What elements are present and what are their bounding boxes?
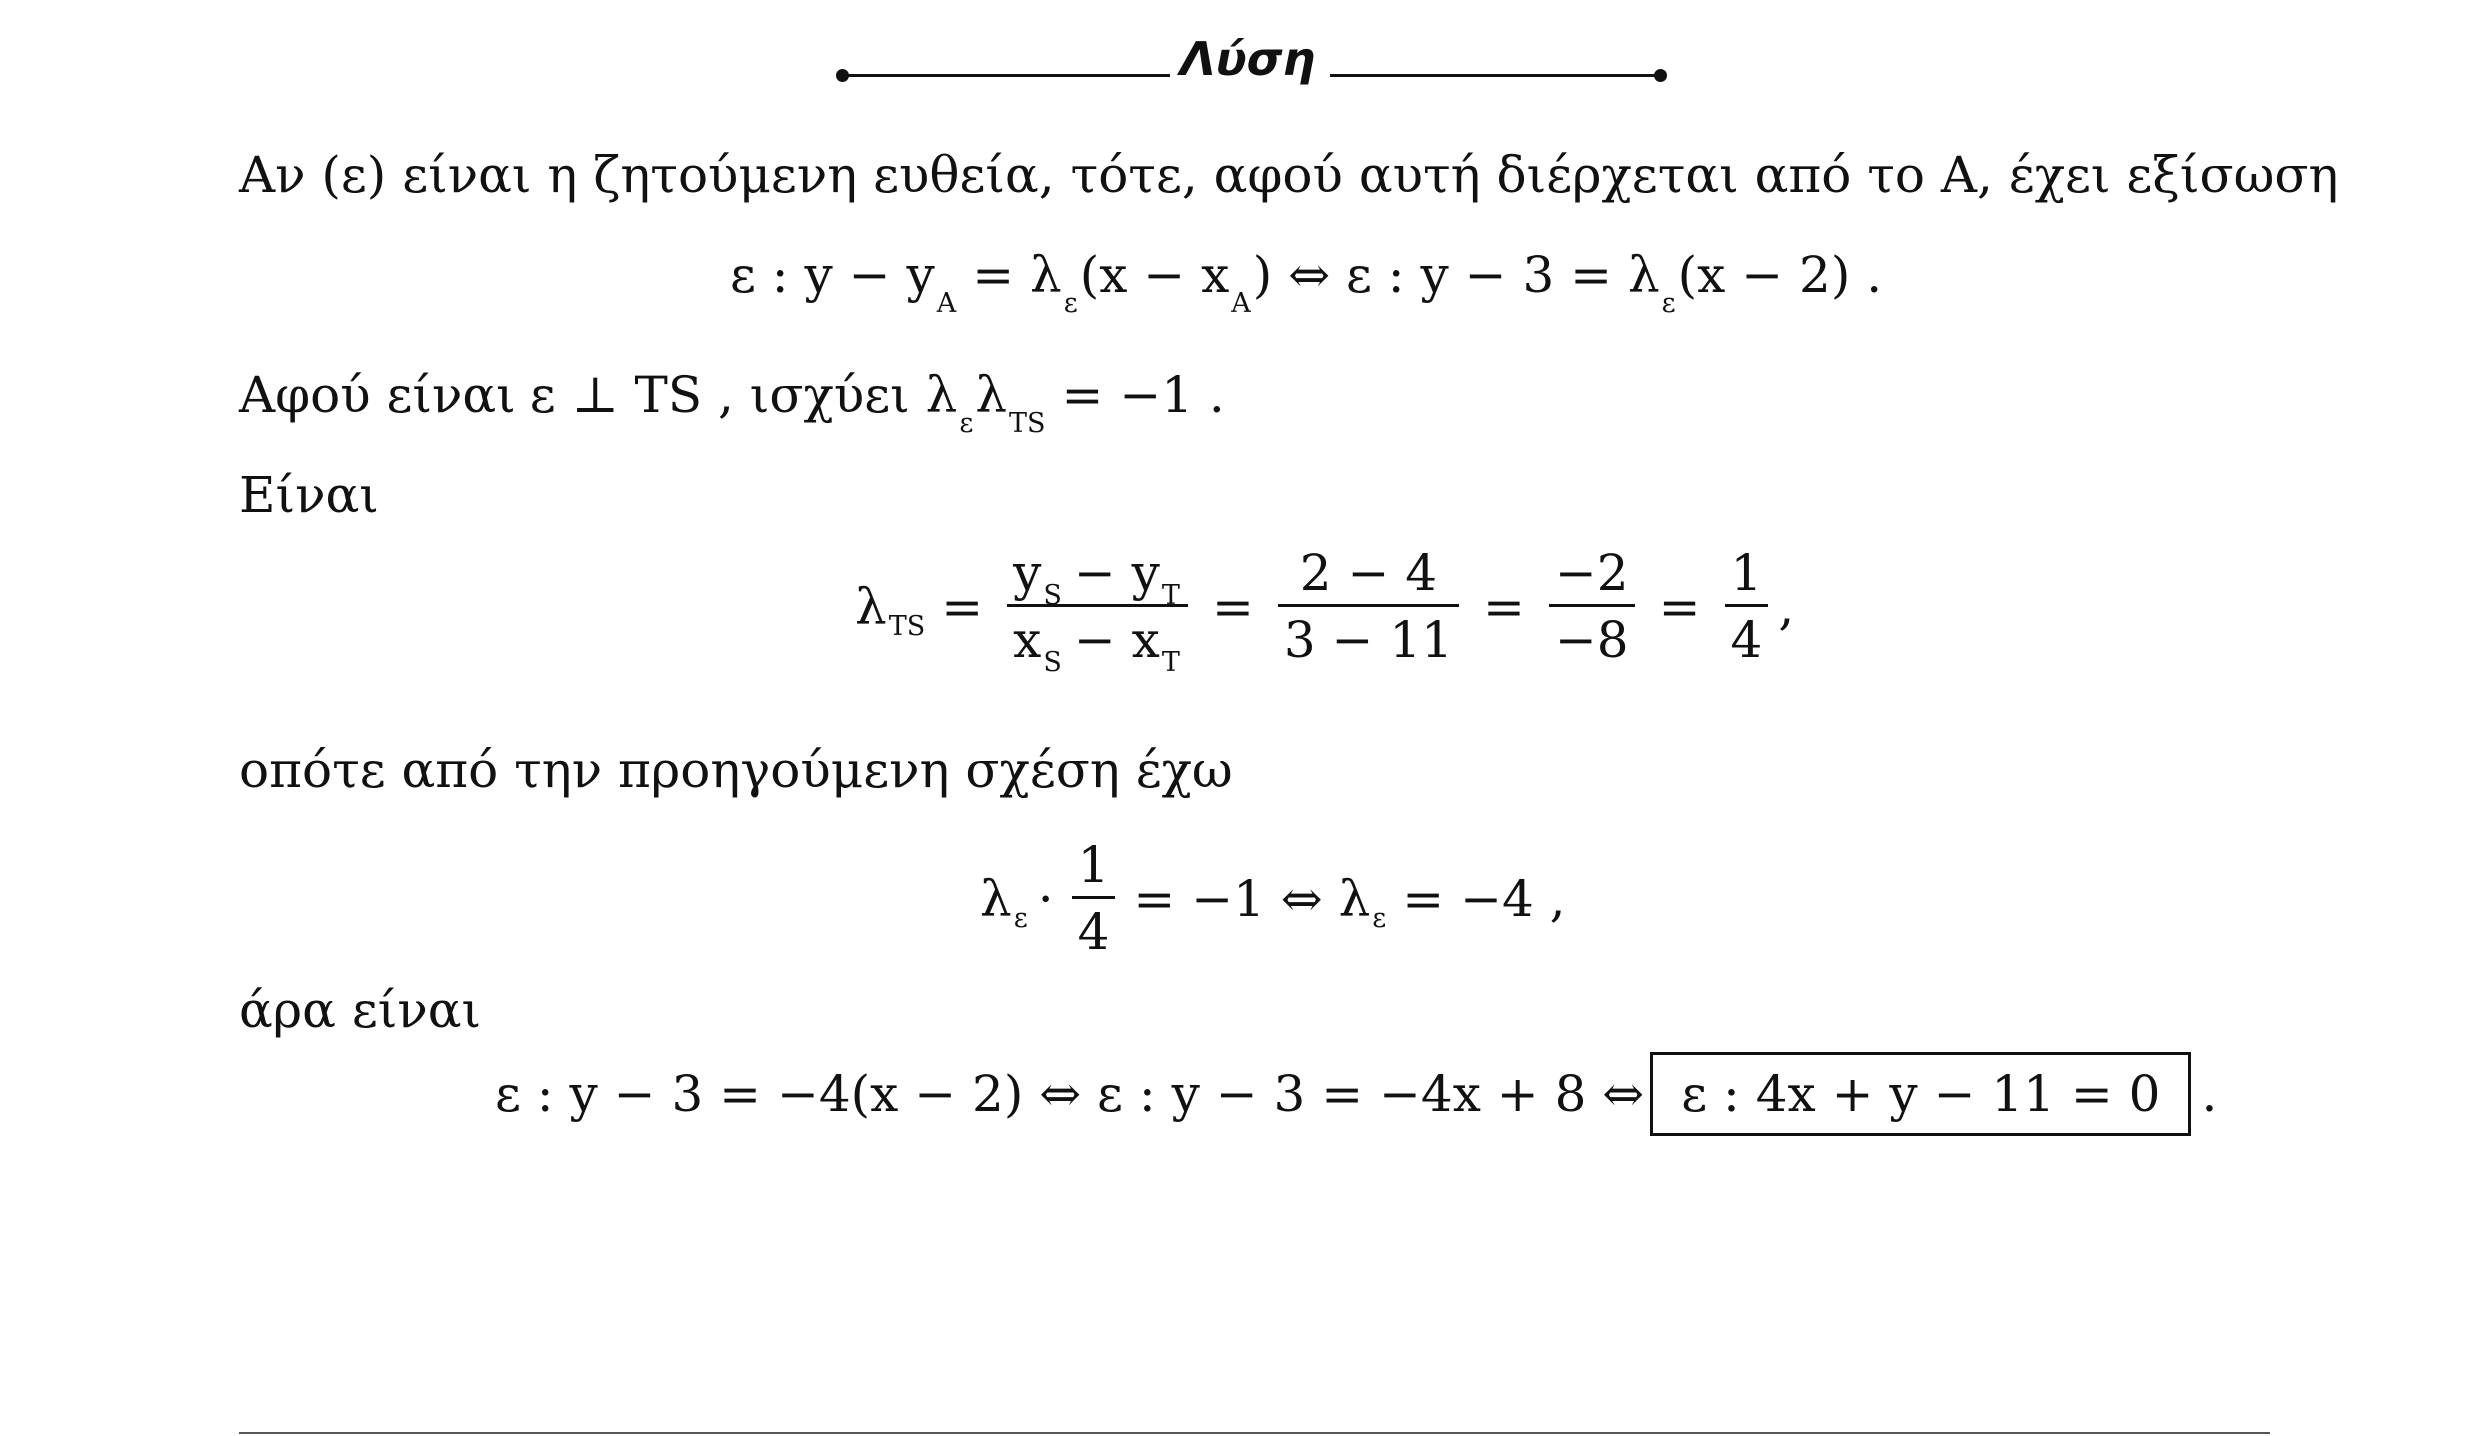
slope-fraction-coords-bar [1007, 604, 1188, 607]
eq1-close: ) ⇔ ε : y − 3 = λ [1252, 246, 1660, 304]
final-eq: ε : y − 3 = −4(x − 2) ⇔ ε : y − 3 = −4x + 8 ⇔ [495, 1065, 1645, 1123]
perp-cond: ε ⊥ TS , ισχύει λ [529, 366, 958, 424]
opote-paragraph: οπότε από την προηγούμενη σχέση έχω [239, 741, 1233, 799]
line-equation-through-a [730, 246, 1883, 319]
eq1-lhs: ε : y − y [730, 246, 935, 304]
slope-ts-computation [855, 544, 1795, 678]
slope-fraction-coords-den: x S − x T [1013, 611, 1180, 678]
perp-text: Αφού είναι [239, 366, 516, 424]
eq3-lam: λ [980, 869, 1012, 928]
eq1-sub-a2: A [1231, 288, 1251, 319]
slope-fraction-values: $\frac{2 - 4}{3 - 11}$ [1278, 548, 1459, 665]
eq1-sub-e: ε [1063, 288, 1078, 319]
perpendicular-condition [239, 366, 1225, 439]
eq1-mid: (x − x [1079, 246, 1230, 304]
footer-rule [239, 1432, 2270, 1434]
perp-lam: λ [975, 366, 1008, 424]
slope-fraction-diff: $\frac{-2}{-8}$ [1549, 548, 1635, 665]
eq3-sub-e2: ε [1372, 903, 1387, 934]
final-answer-box [1650, 1052, 2191, 1136]
eq1-eq: = λ [972, 246, 1062, 304]
perp-sub-e: ε [959, 408, 974, 439]
eq1-sub-e2: ε [1661, 288, 1676, 319]
final-answer: ε : 4x + y − 11 = 0 [1681, 1065, 2161, 1123]
final-end: . [2201, 1065, 2218, 1123]
heading-title: Λύση [1180, 32, 1316, 86]
eq3-sub-e: ε [1013, 903, 1028, 934]
heading-right-rule [1330, 74, 1660, 77]
slope-fraction-coords [1007, 544, 1188, 678]
slope-end: , [1778, 577, 1795, 636]
slope-lam: λ [855, 577, 887, 636]
slope-fraction-result: $\frac{1}{4}$ [1725, 548, 1769, 665]
heading-right-dot [1654, 69, 1667, 82]
perp-sub-ts: TS [1009, 408, 1046, 439]
slope-fraction-coords-num: y S − y T [1013, 544, 1180, 611]
eq3-end: = −4 , [1402, 869, 1566, 928]
slope-sub-ts: TS [888, 611, 926, 642]
slope-eq-4: = [1658, 577, 1701, 636]
slope-epsilon-equation [980, 836, 1566, 961]
einai-label: Είναι [239, 466, 379, 524]
slope-eq-1: = [941, 577, 984, 636]
ara-label: άρα είναι [239, 981, 482, 1039]
eq3-mid: = −1 ⇔ λ [1133, 869, 1371, 928]
final-equation [495, 1052, 2217, 1136]
eq3-fraction: $\frac{1}{4}$ [1072, 840, 1116, 957]
heading-left-rule [842, 74, 1170, 77]
eq1-sub-a: A [936, 288, 957, 319]
perp-end: = −1 . [1061, 366, 1225, 424]
slope-eq-3: = [1482, 577, 1525, 636]
intro-paragraph: Αν (ε) είναι η ζητούμενη ευθεία, τότε, αφού αυτή διέρχεται από το Α, έχει εξίσωση [239, 146, 2339, 204]
slope-eq-2: = [1211, 577, 1254, 636]
eq3-dot: · [1037, 869, 1054, 928]
eq1-end: (x − 2) . [1677, 246, 1883, 304]
